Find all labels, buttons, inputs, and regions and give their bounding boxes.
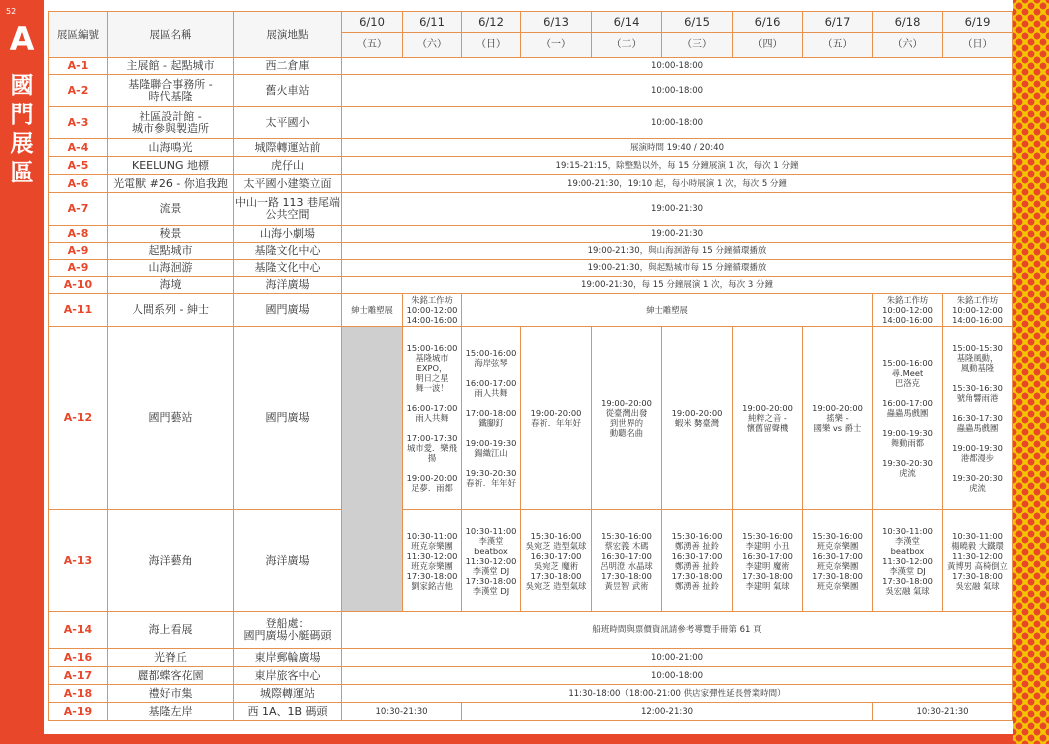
schedule-cell: 10:00-18:00 — [342, 58, 1013, 75]
zone-location: 舊火車站 — [234, 75, 342, 107]
table-row — [49, 649, 1013, 667]
schedule-cell: 19:00-21:30 — [342, 226, 1013, 243]
schedule-cell: 19:00-21:30，與山海洄游每 15 分鐘循環播放 — [342, 243, 1013, 260]
zone-location: 海洋廣場 — [234, 277, 342, 294]
section-sidebar — [0, 0, 44, 744]
table-row — [49, 58, 1013, 75]
schedule-cell: 紳士雕塑展 — [462, 294, 873, 327]
zone-location: 東岸旅客中心 — [234, 667, 342, 685]
table-row — [49, 193, 1013, 226]
zone-location: 太平國小建築立面 — [234, 175, 342, 193]
zone-code: A-6 — [49, 175, 108, 193]
header-weekday: （日） — [943, 33, 1013, 58]
table-row — [49, 139, 1013, 157]
header-weekday: （四） — [733, 33, 803, 58]
schedule-cell: 15:30-16:00 蔡宏義 木碼 16:30-17:00 呂明澄 水晶球 17:30-18:00 黃昱智 武術 — [592, 510, 662, 612]
schedule-cell: 10:30-11:00 李漢堂 beatbox 11:30-12:00 李漢堂 DJ 17:30-18:00 李漢堂 DJ — [462, 510, 521, 612]
schedule-cell: 10:00-18:00 — [342, 107, 1013, 139]
table-row — [49, 667, 1013, 685]
zone-code: A-14 — [49, 612, 108, 649]
section-title-char: 國 — [10, 73, 34, 99]
table-row — [49, 510, 1013, 612]
zone-code: A-18 — [49, 685, 108, 703]
zone-code: A-19 — [49, 703, 108, 721]
schedule-cell: 15:30-16:00 鄭湧善 扯鈴 16:30-17:00 鄭湧善 扯鈴 17:30-18:00 鄭湧善 扯鈴 — [662, 510, 733, 612]
schedule-cell: 19:00-20:00 蝦米 𠢕臺灣 — [662, 327, 733, 510]
schedule-cell: 19:00-21:30，19:10 起，每小時展演 1 次，每次 5 分鐘 — [342, 175, 1013, 193]
section-title-char: 門 — [10, 102, 34, 128]
schedule-cell: 10:30-21:30 — [342, 703, 462, 721]
schedule-cell: 12:00-21:30 — [462, 703, 873, 721]
header-weekday: （六） — [403, 33, 462, 58]
schedule-cell: 15:00-16:00 海岸弦琴 16:00-17:00 雨人共舞 17:00-18:00 鐵腳釘 19:00-19:30 鍚織江山 19:30-20:30 春祈．年年好 — [462, 327, 521, 510]
schedule-cell: 15:00-15:30 基隆風動， 風動基隆 15:30-16:30 號角響雨港 16:30-17:30 蟲蟲馬戲團 19:00-19:30 港都漫步 19:30-20:30 虎流 — [943, 327, 1013, 510]
schedule-cell: 19:00-20:00 從臺灣出發 到世界的 動聽名曲 — [592, 327, 662, 510]
zone-location: 城際轉運站前 — [234, 139, 342, 157]
zone-code: A-9 — [49, 260, 108, 277]
zone-location: 基隆文化中心 — [234, 243, 342, 260]
zone-location: 基隆文化中心 — [234, 260, 342, 277]
header-weekday: （一） — [521, 33, 592, 58]
zone-name: 國門藝站 — [108, 327, 234, 510]
header-weekday: （五） — [803, 33, 873, 58]
schedule-cell: 19:00-20:00 純粹之音 - 懷舊留聲機 — [733, 327, 803, 510]
zone-location: 國門廣場 — [234, 294, 342, 327]
header-date: 6/12 — [462, 12, 521, 33]
zone-code: A-3 — [49, 107, 108, 139]
table-row — [49, 260, 1013, 277]
schedule-cell: 19:15-21:15，除整點以外，每 15 分鐘展演 1 次，每次 1 分鐘 — [342, 157, 1013, 175]
zone-name: 光電獸 #26 - 你追我跑 — [108, 175, 234, 193]
zone-code: A-9 — [49, 243, 108, 260]
header-date: 6/18 — [873, 12, 943, 33]
schedule-cell: 15:30-16:00 吳宛芝 造型氣球 16:30-17:00 吳宛芝 魔術 17:30-18:00 吳宛芝 造型氣球 — [521, 510, 592, 612]
zone-code: A-16 — [49, 649, 108, 667]
zone-name: 起點城市 — [108, 243, 234, 260]
zone-name: 稜景 — [108, 226, 234, 243]
header-weekday: （六） — [873, 33, 943, 58]
zone-name: 海境 — [108, 277, 234, 294]
zone-code: A-5 — [49, 157, 108, 175]
zone-name: 社區設計館 - 城市參與製造所 — [108, 107, 234, 139]
schedule-cell: 船班時間與票價資訊請參考導覽手冊第 61 頁 — [342, 612, 1013, 649]
zone-code: A-12 — [49, 327, 108, 510]
schedule-table — [48, 11, 1013, 721]
zone-name: KEELUNG 地標 — [108, 157, 234, 175]
table-row — [49, 703, 1013, 721]
header-name: 展區名稱 — [108, 12, 234, 58]
schedule-cell: 10:30-11:00 李漢堂 beatbox 11:30-12:00 李漢堂 DJ 17:30-18:00 吳宏融 氣球 — [873, 510, 943, 612]
schedule-cell: 19:00-21:30 — [342, 193, 1013, 226]
table-row — [49, 75, 1013, 107]
table-row — [49, 294, 1013, 327]
zone-code: A-7 — [49, 193, 108, 226]
schedule-cell: 19:00-20:00 春祈．年年好 — [521, 327, 592, 510]
zone-location: 虎仔山 — [234, 157, 342, 175]
schedule-cell: 19:00-20:00 搖樂 - 國樂 vs 爵士 — [803, 327, 873, 510]
zone-name: 禮好市集 — [108, 685, 234, 703]
zone-location: 海洋廣場 — [234, 510, 342, 612]
section-title-char: 區 — [10, 160, 34, 186]
zone-code: A-13 — [49, 510, 108, 612]
header-date: 6/14 — [592, 12, 662, 33]
schedule-cell: 10:30-11:00 班克奈樂團 11:30-12:00 班克奈樂團 17:30-18:00 劉家銘吉他 — [403, 510, 462, 612]
zone-location: 中山一路 113 巷尾端 公共空間 — [234, 193, 342, 226]
table-row — [49, 685, 1013, 703]
zone-name: 基隆聯合事務所 - 時代基隆 — [108, 75, 234, 107]
header-code: 展區編號 — [49, 12, 108, 58]
zone-location: 太平國小 — [234, 107, 342, 139]
header-location: 展演地點 — [234, 12, 342, 58]
header-date: 6/10 — [342, 12, 403, 33]
zone-location: 登船處： 國門廣場小艇碼頭 — [234, 612, 342, 649]
schedule-cell: 10:00-18:00 — [342, 667, 1013, 685]
zone-name: 人間系列 - 紳士 — [108, 294, 234, 327]
zone-code: A-8 — [49, 226, 108, 243]
table-row — [49, 327, 1013, 510]
page-number: 52 — [6, 7, 17, 16]
schedule-cell: 朱銘工作坊 10:00-12:00 14:00-16:00 — [403, 294, 462, 327]
zone-name: 基隆左岸 — [108, 703, 234, 721]
zone-code: A-10 — [49, 277, 108, 294]
schedule-cell: 19:00-21:30，與起點城市每 15 分鐘循環播放 — [342, 260, 1013, 277]
zone-location: 城際轉運站 — [234, 685, 342, 703]
decorative-pattern-strip — [1013, 0, 1049, 744]
closed-cell — [342, 327, 403, 612]
header-date: 6/11 — [403, 12, 462, 33]
table-row — [49, 175, 1013, 193]
table-row — [49, 226, 1013, 243]
schedule-cell: 11:30-18:00（18:00-21:00 供店家彈性延長營業時間） — [342, 685, 1013, 703]
zone-name: 山海鳴光 — [108, 139, 234, 157]
schedule-cell: 15:30-16:00 班克奈樂團 16:30-17:00 班克奈樂團 17:30-18:00 班克奈樂團 — [803, 510, 873, 612]
schedule-cell: 15:30-16:00 李建明 小丑 16:30-17:00 李建明 魔術 17:30-18:00 李建明 氣球 — [733, 510, 803, 612]
zone-location: 山海小劇場 — [234, 226, 342, 243]
zone-name: 海洋藝角 — [108, 510, 234, 612]
schedule-cell: 15:00-16:00 尋.Meet 巴洛克 16:00-17:00 蟲蟲馬戲團 19:00-19:30 舞動雨都 19:30-20:30 虎流 — [873, 327, 943, 510]
header-date: 6/13 — [521, 12, 592, 33]
schedule-cell: 19:00-21:30，每 15 分鐘展演 1 次，每次 3 分鐘 — [342, 277, 1013, 294]
zone-name: 流景 — [108, 193, 234, 226]
schedule-cell: 15:00-16:00 基隆城市 EXPO， 明日之星 舞一波！ 16:00-17:00 雨人共舞 17:00-17:30 城市愛．樂飛揚 19:00-20:00 足夢．雨都 — [403, 327, 462, 510]
header-weekday: （二） — [592, 33, 662, 58]
zone-location: 西二倉庫 — [234, 58, 342, 75]
zone-location: 東岸郵輪廣場 — [234, 649, 342, 667]
header-date: 6/15 — [662, 12, 733, 33]
header-date: 6/16 — [733, 12, 803, 33]
zone-name: 主展館 - 起點城市 — [108, 58, 234, 75]
zone-code: A-1 — [49, 58, 108, 75]
table-row — [49, 277, 1013, 294]
zone-code: A-4 — [49, 139, 108, 157]
zone-name: 山海洄游 — [108, 260, 234, 277]
schedule-cell: 10:30-21:30 — [873, 703, 1013, 721]
header-date: 6/17 — [803, 12, 873, 33]
schedule-cell: 10:30-11:00 楊曉毅 大鐵環 11:30-12:00 黃博男 高椅倒立 17:30-18:00 吳宏融 氣球 — [943, 510, 1013, 612]
zone-location: 國門廣場 — [234, 327, 342, 510]
table-row — [49, 157, 1013, 175]
table-row — [49, 107, 1013, 139]
table-row — [49, 612, 1013, 649]
section-title — [4, 72, 40, 188]
section-title-char: 展 — [10, 131, 34, 157]
table-row — [49, 243, 1013, 260]
section-letter: A — [9, 20, 35, 58]
zone-name: 麗都蝶客花園 — [108, 667, 234, 685]
schedule-cell: 10:00-21:00 — [342, 649, 1013, 667]
zone-name: 海上看展 — [108, 612, 234, 649]
zone-code: A-2 — [49, 75, 108, 107]
zone-name: 光脊丘 — [108, 649, 234, 667]
schedule-cell: 10:00-18:00 — [342, 75, 1013, 107]
schedule-cell: 朱銘工作坊 10:00-12:00 14:00-16:00 — [943, 294, 1013, 327]
header-weekday: （五） — [342, 33, 403, 58]
header-weekday: （日） — [462, 33, 521, 58]
zone-code: A-11 — [49, 294, 108, 327]
header-weekday: （三） — [662, 33, 733, 58]
schedule-cell: 紳士雕塑展 — [342, 294, 403, 327]
schedule-cell: 展演時間 19:40 / 20:40 — [342, 139, 1013, 157]
schedule-cell: 朱銘工作坊 10:00-12:00 14:00-16:00 — [873, 294, 943, 327]
bottom-bar — [44, 734, 1013, 744]
zone-code: A-17 — [49, 667, 108, 685]
header-date: 6/19 — [943, 12, 1013, 33]
zone-location: 西 1A、1B 碼頭 — [234, 703, 342, 721]
